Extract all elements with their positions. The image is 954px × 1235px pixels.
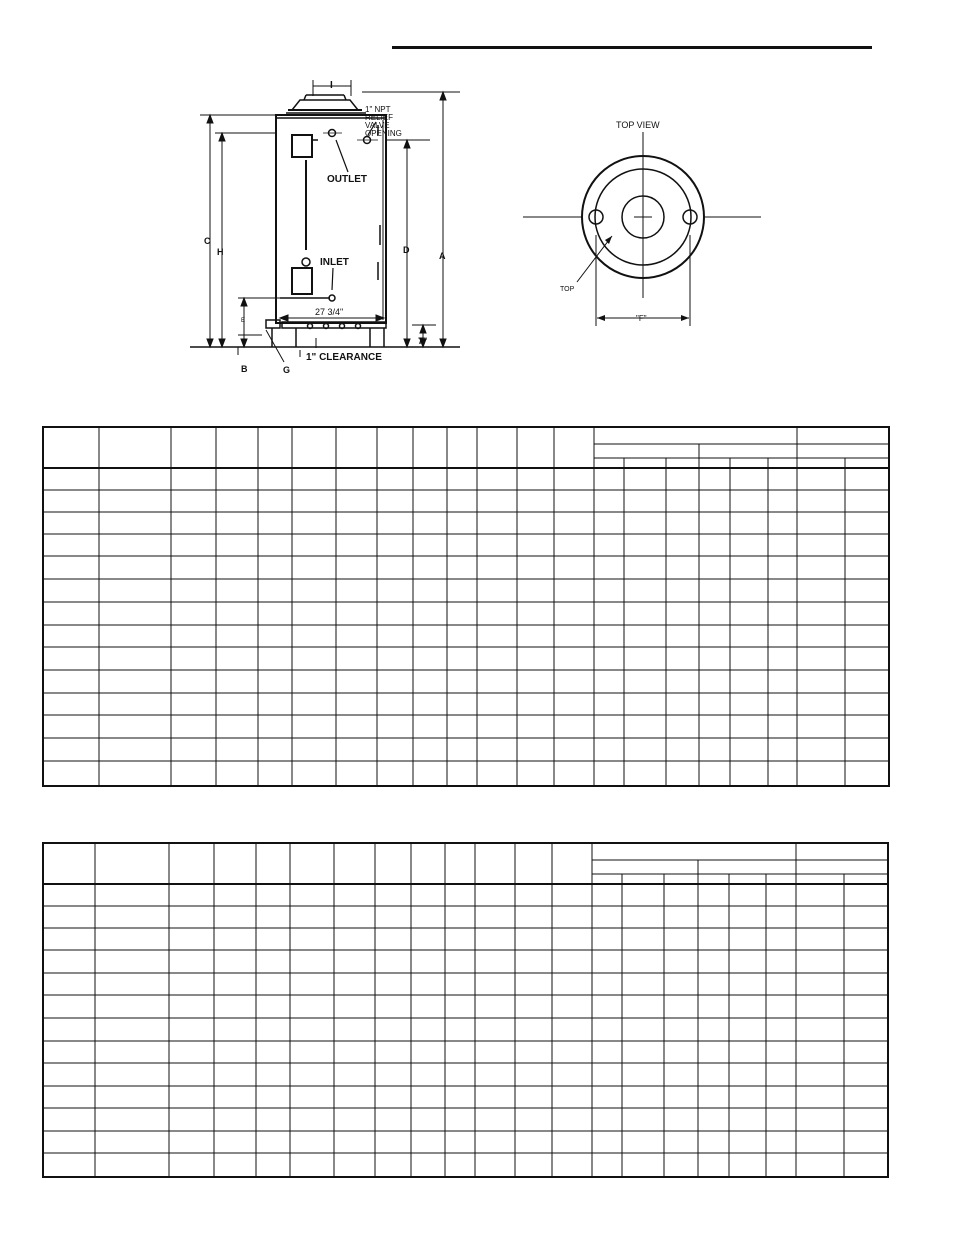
table-2-grid — [44, 844, 887, 1176]
dimension-lines — [200, 80, 460, 362]
inlet-label: INLET — [320, 257, 349, 268]
top-view-drawing — [523, 132, 761, 326]
dim-e-label: E — [241, 318, 246, 324]
water-heater-figure — [0, 0, 954, 400]
dim-f-label: "F" — [636, 314, 647, 323]
clearance-label: 1" CLEARANCE — [306, 352, 382, 363]
relief-valve-label-3: VALVE — [365, 121, 390, 130]
top-label: TOP — [560, 286, 575, 293]
dim-c-label: C — [204, 236, 211, 246]
dim-d-label: D — [403, 245, 410, 255]
table-1-grid — [44, 428, 888, 785]
relief-valve-label-4: OPENING — [365, 129, 402, 138]
dimensions-table-1 — [42, 426, 890, 787]
dim-h-label: H — [217, 247, 224, 257]
top-view-labels — [560, 120, 660, 323]
dim-g-label: G — [283, 365, 291, 375]
side-elevation-labels — [204, 80, 446, 375]
dim-b-label: B — [241, 364, 248, 374]
outlet-label: OUTLET — [327, 174, 367, 185]
relief-valve-label-2: RELIEF — [365, 113, 394, 122]
top-view-title: TOP VIEW — [616, 120, 660, 130]
dimensions-table-2 — [42, 842, 889, 1178]
relief-valve-label: 1" NPT — [365, 105, 391, 114]
dim-a-label: A — [439, 251, 446, 261]
dim-i-label: I — [330, 80, 333, 91]
seven-inch-label: 7" — [418, 336, 428, 346]
width-dimension-label: 27 3/4" — [315, 307, 344, 317]
